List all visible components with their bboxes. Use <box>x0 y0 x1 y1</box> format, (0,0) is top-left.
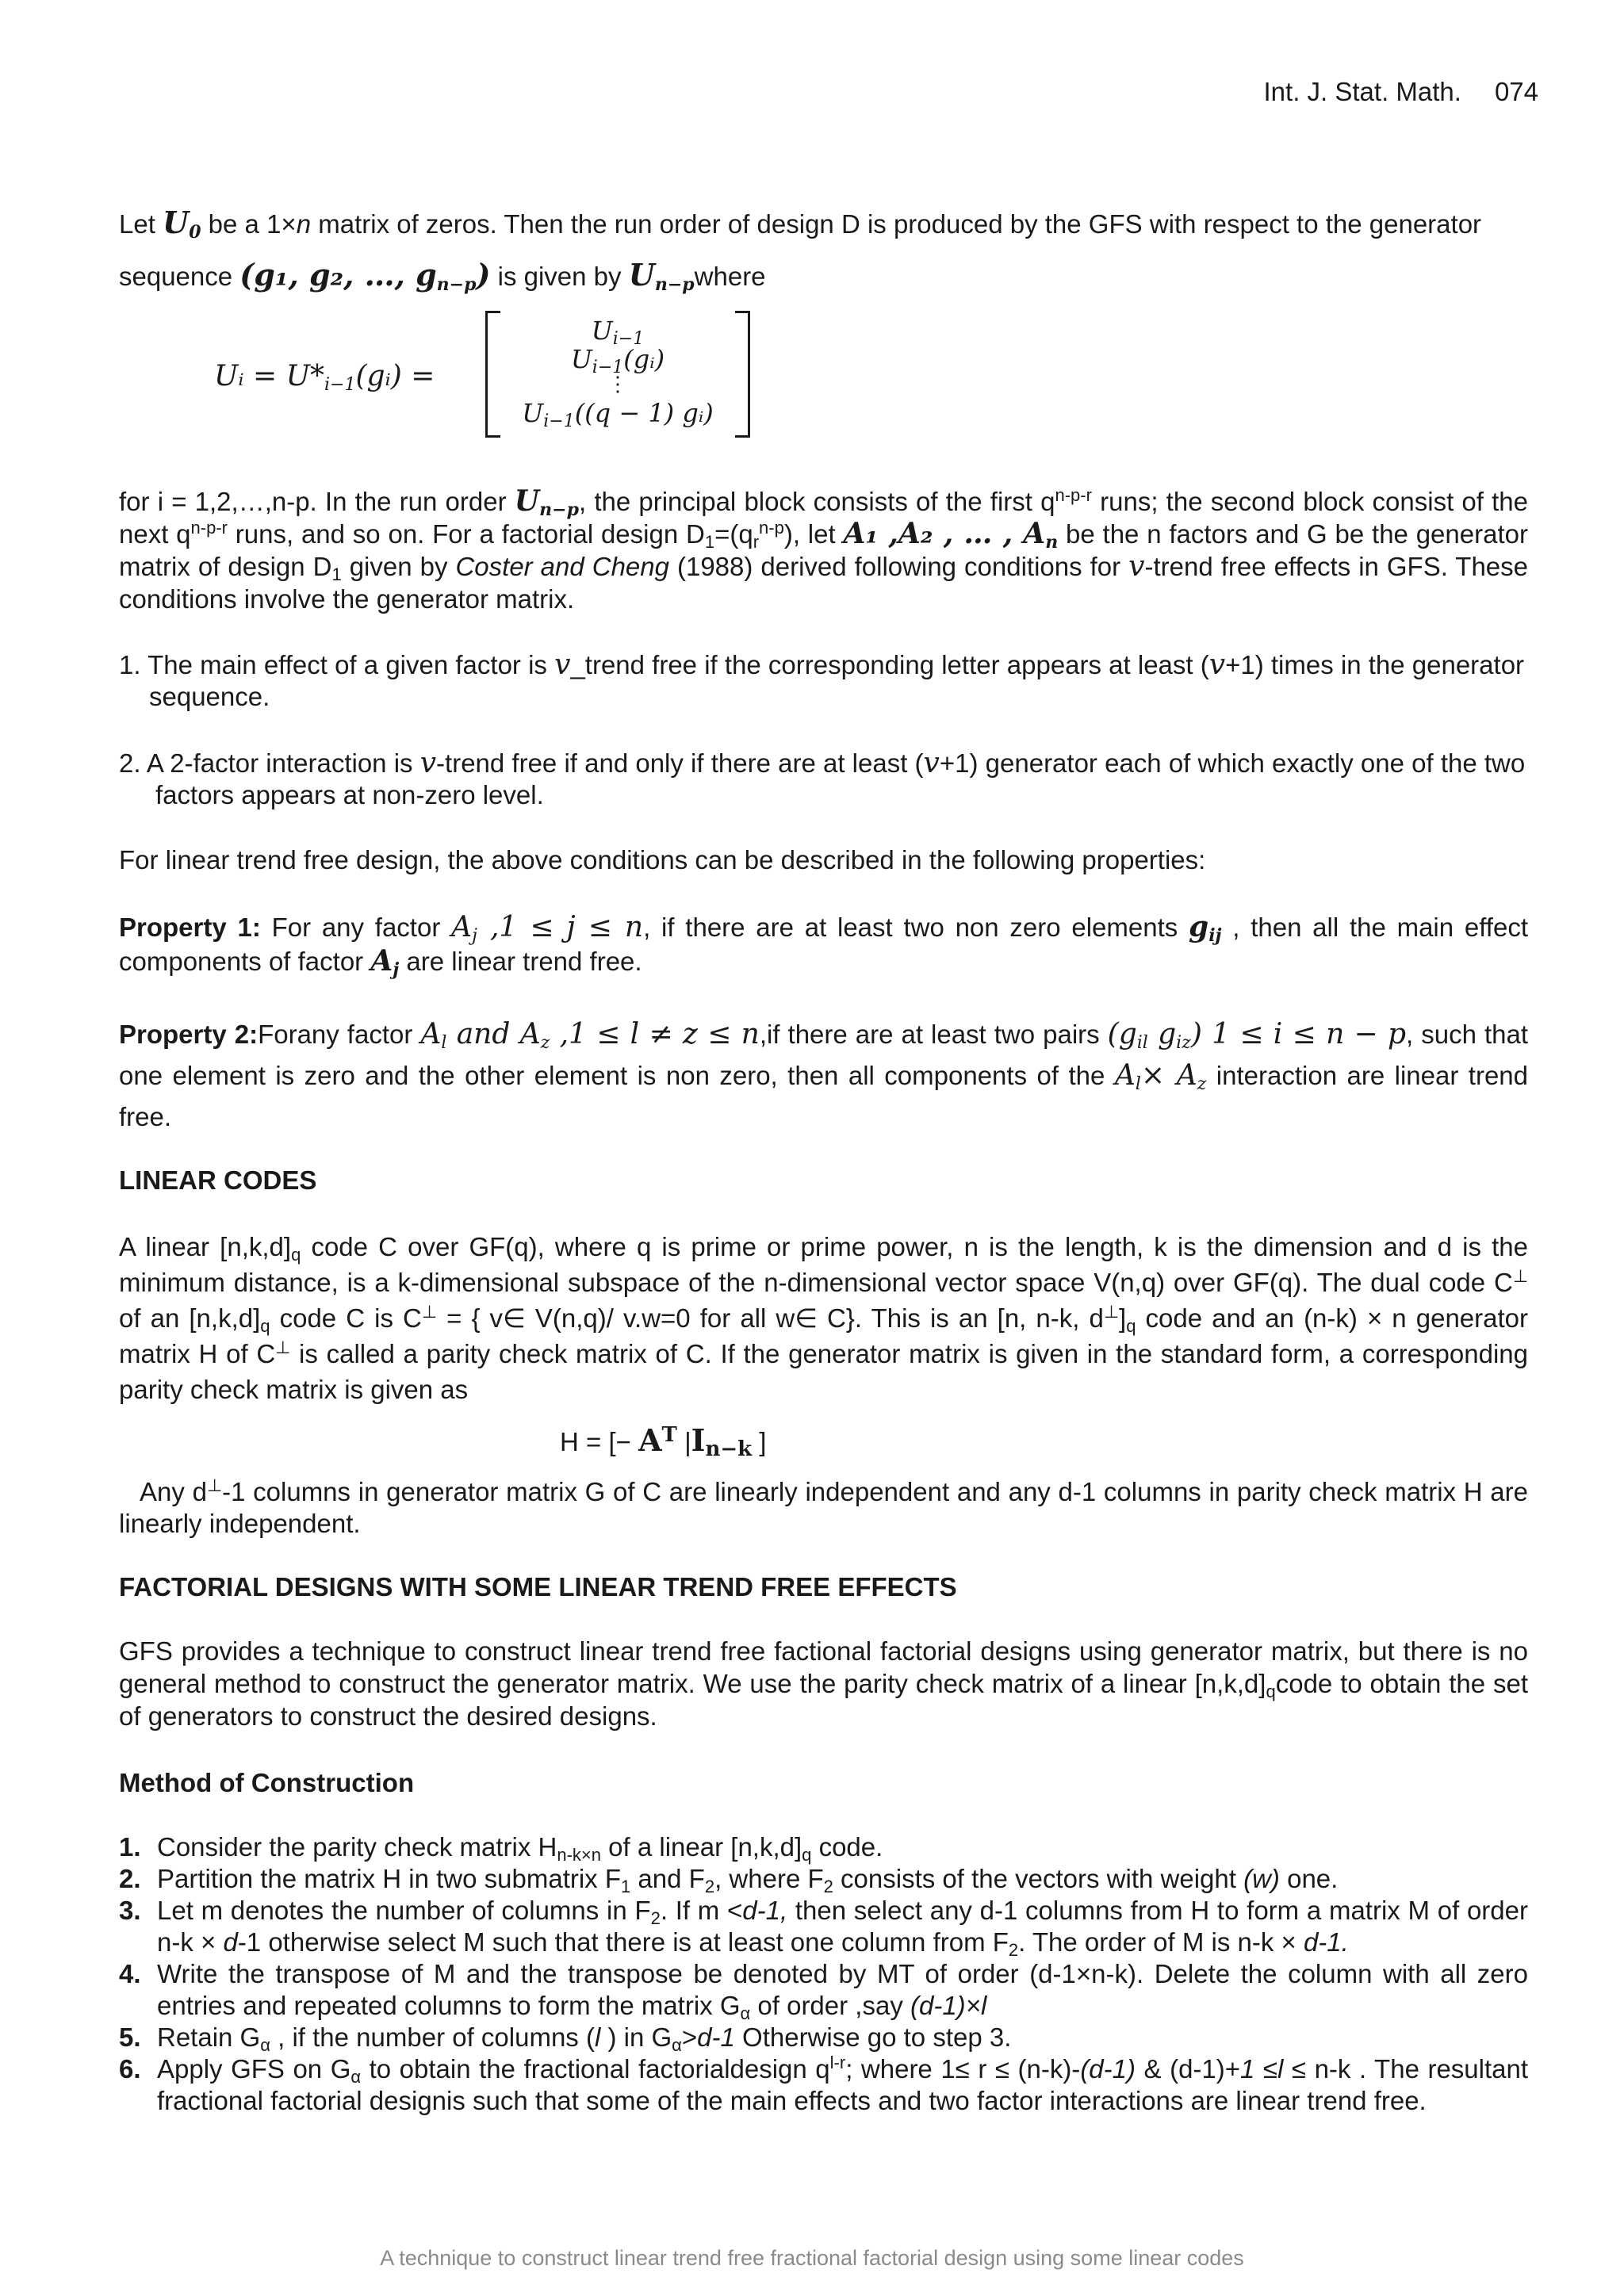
step-5: 5. Retain $G_\alpha$ , if the number of columns (l ) in $G_\alpha>d-1$ Otherwise go to step 3. <box>119 2022 1012 2055</box>
step-4: 4. Write the transpose of M and the transpose be denoted by MT of order (d-1×n-k). Delete the column with all zero entries and repeated columns to form the matrix $G_\alpha$ of order ,say (d-1)×l <box>119 1959 1528 2023</box>
paragraph-run-order: for i = 1,2,…,n-p. In the run order $U_{n-p}$, the principal block consists of the first $q^{n-p-r}$ runs; the second block consist of the next $q^{n-p-r}$ runs, and so on. For a factorial design $D_1=(q_r^{n-p})$, let A₁ ,A₂ , … , $A_n$ be the n factors and G be the generator matrix of design $D_1$ given by Coster and Cheng (1988) derived following conditions for v-trend free effects in GFS. These conditions involve the generator matrix. <box>119 484 1529 614</box>
text: is given by <box>490 262 629 291</box>
property-1: Property 1: For any factor $A_j$ ,1 ≤ j ≤ n, if there are at least two non zero elements $g_{ij}$ , then all the main effect components of factor $A_j$ are linear trend free. <box>119 910 1528 980</box>
condition-1: 1. The main effect of a given factor is v_trend free if the corresponding letter appears at least (v+1) times in the generator sequence. <box>119 649 1525 711</box>
intro-line-2 <box>119 259 1528 293</box>
paragraph-gfs: GFS provides a technique to construct linear trend free factional factorial designs using generator matrix, but there is no general method to construct the generator matrix. We use the parity check matrix of a linear $[n,k,d]_qcode$ to obtain the set of generators to construct the desired designs. <box>119 1636 1528 1731</box>
math-U0: $U_0$ <box>163 205 201 243</box>
text: be a 1× <box>201 209 297 239</box>
step-3: 3. Let m denotes the number of columns in $F_2$. If m <d-1, then select any d-1 columns from H to form a matrix M of order n-k × d-1 otherwise select M such that there is at least one column from $F_2$. The order of M is n-k × d-1. <box>119 1896 1528 1960</box>
running-header <box>1221 76 1538 108</box>
running-footer: A technique to construct linear trend free fractional factorial design using some linear codes <box>380 2246 1244 2270</box>
text: matrix of zeros. Then the run order of design D is produced by the GFS with respect to the generator <box>311 209 1482 239</box>
matrix-row-4: $U_{i-1}((q - 1)$ gᵢ) <box>522 398 714 431</box>
intro-line-1 <box>119 205 1528 243</box>
text: n <box>296 209 312 239</box>
text: Let <box>119 209 155 239</box>
equation-Ui-lhs: Uᵢ = $U*_{i-1}(gᵢ)$ = <box>214 360 435 395</box>
condition-2: 2. A 2-factor interaction is v-trend free if and only if there are at least (v+1) generator each of which exactly one of the two factors appears at non-zero level. <box>119 747 1526 809</box>
heading-factorial-designs: FACTORIAL DESIGNS WITH SOME LINEAR TREND FREE EFFECTS <box>119 1572 957 1601</box>
equation-parity-check: H = [− $A^T$ $|I_{n-k}$ ] <box>560 1422 767 1461</box>
math-Unp: $U_{n-p}$ <box>628 257 695 295</box>
matrix-row-2: $U_{i-1}(gᵢ)$ <box>570 344 665 377</box>
step-6: 6. Apply GFS on $G_\alpha$ to obtain the fractional factorialdesign $q^{l-r}$; where 1≤ r ≤ (n-k)-(d-1) & (d-1)+1 ≤l ≤ n-k . The resultant fractional factorial designis such that some of the main effects and two factor interactions are linear trend free. <box>119 2053 1529 2115</box>
method-steps <box>119 1831 1528 2117</box>
heading-method: Method of Construction <box>119 1768 415 1797</box>
heading-linear-codes: LINEAR CODES <box>119 1165 317 1195</box>
page-number: 074 <box>1494 77 1538 106</box>
matrix-row-1: $U_{i-1}$ <box>591 316 645 349</box>
step-1: 1. Consider the parity check matrix $H_{n-k\times n}$ of a linear $[n,k,d]_q$ code. <box>119 1832 883 1865</box>
step-2: 2. Partition the matrix H in two submatrix $F_1$ and $F_2$, where $F_2$ consists of the vectors with weight (w) one. <box>119 1864 1339 1896</box>
paragraph-columns: Any d⊥-1 columns in generator matrix G of C are linearly independent and any d-1 columns in parity check matrix H are linearly independent. <box>119 1475 1528 1538</box>
property-2: Property 2:Forany factor $A_l$ and $A_z$ ,1 ≤ l ≠ z ≤ n,if there are at least two pairs ($g_{il}$ $g_{iz}$) 1 ≤ i ≤ n − p, such that one element is zero and the other element is non zero, then all components of the $A_l\times A_z$ interaction are linear trend free. <box>119 1018 1528 1131</box>
math-generator-sequence: (g₁, g₂, …, $g_{n-p}$) <box>239 257 491 295</box>
journal-name: Int. J. Stat. Math. <box>1263 77 1461 106</box>
text: sequence <box>119 262 240 291</box>
matrix-row-3: ⋮ <box>607 373 628 396</box>
text: where <box>694 262 766 291</box>
linear-design-intro: For linear trend free design, the above conditions can be described in the following properties: <box>119 845 1206 874</box>
paragraph-linear-codes: A linear $[n,k,d]_q$ code C over GF(q), where q is prime or prime power, n is the length, k is the dimension and d is the minimum distance, is a k-dimensional subspace of the n-dimensional vector space V(n,q) over GF(q). The dual code C⊥ of an $[n,k,d]_q$ code C is C⊥ = { v∈ V(n,q)/ v.w=0 for all w∈ C}. This is an [n, n-k, $d^\perp]_q$ code and an (n-k) × n generator matrix H of C⊥ is called a parity check matrix of C. If the generator matrix is given in the standard form, a corresponding parity check matrix is given as <box>119 1232 1528 1404</box>
equation-Ui-matrix <box>485 311 750 438</box>
